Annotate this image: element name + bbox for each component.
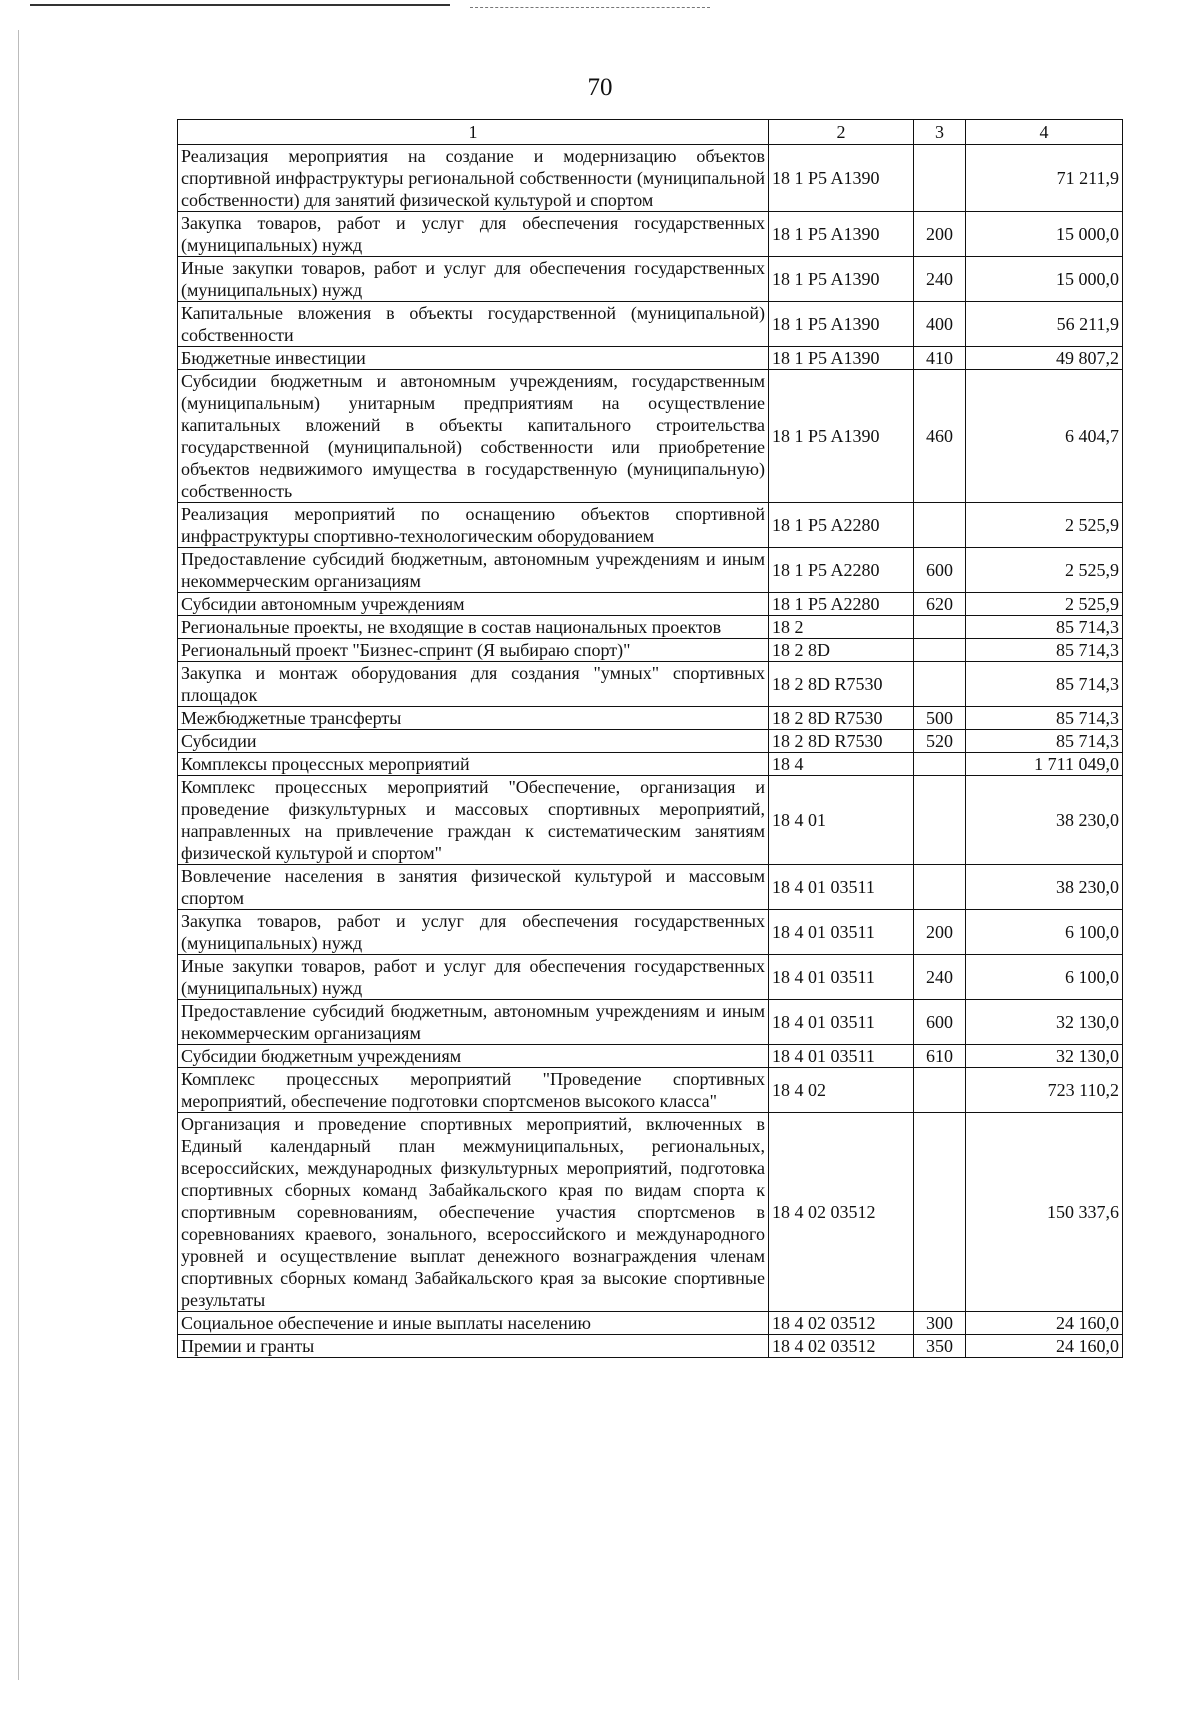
cell-type: 520 [914, 730, 966, 753]
cell-code: 18 2 8D [769, 639, 914, 662]
table-row [178, 1113, 1123, 1312]
cell-code: 18 1 P5 A2280 [769, 548, 914, 593]
page-number: 70 [587, 74, 613, 101]
table-row [178, 347, 1123, 370]
cell-name: Субсидии [178, 730, 769, 753]
cell-code: 18 1 P5 A2280 [769, 503, 914, 548]
cell-sum: 15 000,0 [966, 212, 1123, 257]
cell-name: Комплексы процессных мероприятий [178, 753, 769, 776]
cell-name: Комплекс процессных мероприятий "Проведение спортивных мероприятий, обеспечение подготовки спортсменов высокого класса" [178, 1068, 769, 1113]
cell-name: Бюджетные инвестиции [178, 347, 769, 370]
cell-type: 400 [914, 302, 966, 347]
table-row [178, 910, 1123, 955]
cell-code: 18 2 8D R7530 [769, 662, 914, 707]
cell-type: 610 [914, 1045, 966, 1068]
cell-type: 200 [914, 910, 966, 955]
budget-table [177, 119, 1123, 1358]
cell-sum: 6 100,0 [966, 955, 1123, 1000]
table-row [178, 616, 1123, 639]
cell-name: Предоставление субсидий бюджетным, автономным учреждениям и иным некоммерческим организациям [178, 548, 769, 593]
cell-type [914, 662, 966, 707]
cell-sum: 38 230,0 [966, 865, 1123, 910]
cell-sum: 6 100,0 [966, 910, 1123, 955]
table-row [178, 776, 1123, 865]
cell-sum: 24 160,0 [966, 1312, 1123, 1335]
cell-type: 600 [914, 548, 966, 593]
table-row [178, 145, 1123, 212]
cell-sum: 85 714,3 [966, 662, 1123, 707]
cell-name: Субсидии бюджетным и автономным учреждениям, государственным (муниципальным) унитарным предприятиям на осуществление капитальных вложений в объекты капитального строительства государственной (муниципальной) собственности или приобретение объектов недвижимого имущества в государственную (муниципальную) собственность [178, 370, 769, 503]
cell-name: Субсидии бюджетным учреждениям [178, 1045, 769, 1068]
cell-type [914, 1068, 966, 1113]
table-row [178, 548, 1123, 593]
cell-code: 18 1 P5 A1390 [769, 212, 914, 257]
column-header-name: 1 [178, 120, 769, 145]
cell-code: 18 1 P5 A1390 [769, 302, 914, 347]
cell-code: 18 2 [769, 616, 914, 639]
cell-name: Иные закупки товаров, работ и услуг для обеспечения государственных (муниципальных) нужд [178, 257, 769, 302]
cell-code: 18 1 P5 A1390 [769, 145, 914, 212]
cell-sum: 56 211,9 [966, 302, 1123, 347]
cell-code: 18 1 P5 A1390 [769, 347, 914, 370]
table-row [178, 753, 1123, 776]
table-row [178, 1335, 1123, 1358]
cell-sum: 85 714,3 [966, 616, 1123, 639]
cell-name: Реализация мероприятия на создание и модернизацию объектов спортивной инфраструктуры региональной собственности (муниципальной собственности) для занятий физической культурой и спортом [178, 145, 769, 212]
cell-code: 18 4 01 03511 [769, 1045, 914, 1068]
table-row [178, 257, 1123, 302]
table-row [178, 1068, 1123, 1113]
table-row [178, 865, 1123, 910]
cell-sum: 71 211,9 [966, 145, 1123, 212]
cell-type: 410 [914, 347, 966, 370]
table-row [178, 212, 1123, 257]
cell-name: Вовлечение населения в занятия физической культурой и массовым спортом [178, 865, 769, 910]
table-row [178, 1312, 1123, 1335]
table-row [178, 1000, 1123, 1045]
cell-type [914, 865, 966, 910]
table-row [178, 730, 1123, 753]
table-row [178, 370, 1123, 503]
cell-sum: 2 525,9 [966, 503, 1123, 548]
scan-left-edge [18, 30, 19, 1680]
cell-type [914, 639, 966, 662]
table-row [178, 662, 1123, 707]
cell-sum: 49 807,2 [966, 347, 1123, 370]
cell-code: 18 4 01 03511 [769, 865, 914, 910]
cell-name: Региональный проект "Бизнес-спринт (Я выбираю спорт)" [178, 639, 769, 662]
cell-sum: 85 714,3 [966, 639, 1123, 662]
cell-type: 460 [914, 370, 966, 503]
cell-sum: 723 110,2 [966, 1068, 1123, 1113]
cell-sum: 85 714,3 [966, 707, 1123, 730]
cell-type: 200 [914, 212, 966, 257]
cell-code: 18 4 02 03512 [769, 1335, 914, 1358]
cell-name: Предоставление субсидий бюджетным, автономным учреждениям и иным некоммерческим организациям [178, 1000, 769, 1045]
column-header-code: 2 [769, 120, 914, 145]
cell-sum: 6 404,7 [966, 370, 1123, 503]
cell-sum: 2 525,9 [966, 548, 1123, 593]
cell-type [914, 145, 966, 212]
cell-name: Закупка товаров, работ и услуг для обеспечения государственных (муниципальных) нужд [178, 212, 769, 257]
table-row [178, 955, 1123, 1000]
cell-type: 240 [914, 257, 966, 302]
cell-name: Капитальные вложения в объекты государственной (муниципальной) собственности [178, 302, 769, 347]
cell-type [914, 503, 966, 548]
table-row [178, 1045, 1123, 1068]
cell-code: 18 4 02 [769, 1068, 914, 1113]
cell-code: 18 4 01 03511 [769, 910, 914, 955]
cell-name: Премии и гранты [178, 1335, 769, 1358]
cell-type: 500 [914, 707, 966, 730]
cell-code: 18 1 P5 A1390 [769, 370, 914, 503]
table-row [178, 593, 1123, 616]
cell-code: 18 1 P5 A2280 [769, 593, 914, 616]
cell-code: 18 4 01 03511 [769, 955, 914, 1000]
cell-name: Региональные проекты, не входящие в состав национальных проектов [178, 616, 769, 639]
cell-sum: 38 230,0 [966, 776, 1123, 865]
cell-code: 18 4 02 03512 [769, 1312, 914, 1335]
cell-sum: 32 130,0 [966, 1000, 1123, 1045]
scan-edge-line [30, 4, 450, 6]
cell-name: Закупка товаров, работ и услуг для обеспечения государственных (муниципальных) нужд [178, 910, 769, 955]
cell-name: Межбюджетные трансферты [178, 707, 769, 730]
cell-type: 620 [914, 593, 966, 616]
cell-sum: 85 714,3 [966, 730, 1123, 753]
cell-code: 18 4 01 [769, 776, 914, 865]
table-row [178, 302, 1123, 347]
cell-code: 18 1 P5 A1390 [769, 257, 914, 302]
column-header-type: 3 [914, 120, 966, 145]
cell-type: 600 [914, 1000, 966, 1045]
cell-sum: 2 525,9 [966, 593, 1123, 616]
cell-type [914, 616, 966, 639]
cell-code: 18 4 01 03511 [769, 1000, 914, 1045]
cell-type [914, 753, 966, 776]
table-header-row [178, 120, 1123, 145]
cell-code: 18 2 8D R7530 [769, 707, 914, 730]
cell-name: Субсидии автономным учреждениям [178, 593, 769, 616]
cell-name: Закупка и монтаж оборудования для создания "умных" спортивных площадок [178, 662, 769, 707]
cell-name: Реализация мероприятий по оснащению объектов спортивной инфраструктуры спортивно-технологическим оборудованием [178, 503, 769, 548]
cell-code: 18 2 8D R7530 [769, 730, 914, 753]
scan-edge-dashes [470, 7, 710, 8]
cell-name: Комплекс процессных мероприятий "Обеспечение, организация и проведение физкультурных и массовых спортивных мероприятий, направленных на привлечение граждан к систематическим занятиям физической культурой и спортом" [178, 776, 769, 865]
cell-code: 18 4 [769, 753, 914, 776]
cell-type [914, 1113, 966, 1312]
cell-sum: 150 337,6 [966, 1113, 1123, 1312]
cell-name: Организация и проведение спортивных мероприятий, включенных в Единый календарный план межмуниципальных, региональных, всероссийских, международных физкультурных мероприятий, подготовка спортивных сборных команд Забайкальского края по видам спорта к спортивным соревнованиям, обеспечение участия спортсменов в соревнованиях краевого, зонального, всероссийского и международного уровней и осуществление выплат денежного вознаграждения членам спортивных сборных команд Забайкальского края за высокие спортивные результаты [178, 1113, 769, 1312]
cell-name: Социальное обеспечение и иные выплаты населению [178, 1312, 769, 1335]
table-body [178, 145, 1123, 1358]
cell-sum: 15 000,0 [966, 257, 1123, 302]
cell-type [914, 776, 966, 865]
cell-sum: 1 711 049,0 [966, 753, 1123, 776]
cell-sum: 24 160,0 [966, 1335, 1123, 1358]
cell-name: Иные закупки товаров, работ и услуг для обеспечения государственных (муниципальных) нужд [178, 955, 769, 1000]
cell-sum: 32 130,0 [966, 1045, 1123, 1068]
cell-type: 300 [914, 1312, 966, 1335]
table-row [178, 639, 1123, 662]
cell-type: 350 [914, 1335, 966, 1358]
column-header-sum: 4 [966, 120, 1123, 145]
cell-code: 18 4 02 03512 [769, 1113, 914, 1312]
table-row [178, 707, 1123, 730]
table-row [178, 503, 1123, 548]
cell-type: 240 [914, 955, 966, 1000]
